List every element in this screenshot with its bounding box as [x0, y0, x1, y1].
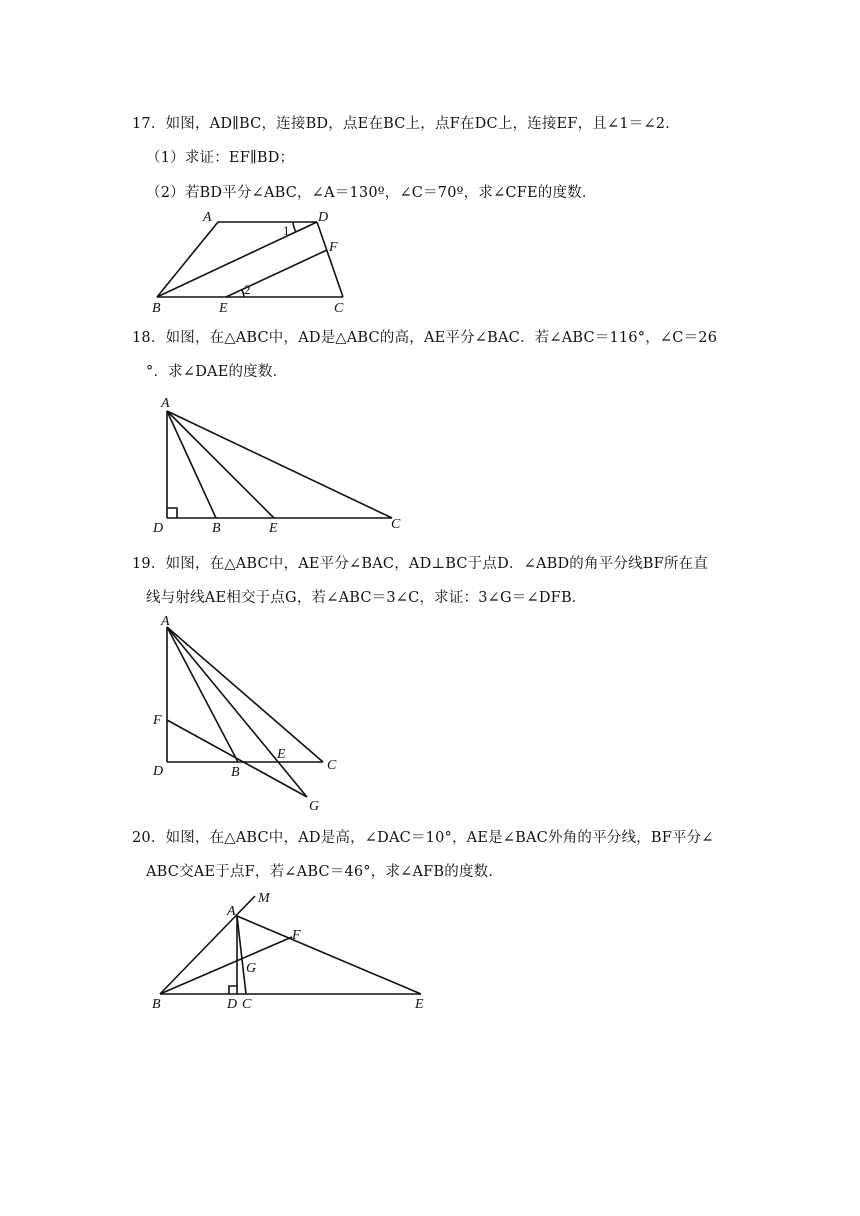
fig19-label-E: E: [277, 747, 286, 762]
fig19-label-D: D: [153, 764, 164, 779]
fig20-segment-AE: [237, 916, 421, 994]
problem-18-stem-line-2: °．求∠DAE的度数．: [146, 364, 288, 380]
fig19-label-B: B: [231, 765, 240, 780]
problem-20-stem-line-2: ABC交AE于点F，若∠ABC＝46°，求∠AFB的度数．: [146, 864, 504, 880]
fig17-angle-1-label: 1: [283, 223, 290, 238]
fig20-label-D: D: [227, 997, 238, 1012]
fig20-label-F: F: [292, 928, 301, 943]
fig17-label-C: C: [334, 301, 344, 316]
problem-20-number: 20．: [132, 830, 166, 846]
fig20-label-G: G: [246, 961, 257, 976]
fig20-label-E: E: [415, 997, 424, 1012]
problem-18-number: 18．: [132, 330, 166, 346]
fig18-label-A: A: [161, 396, 170, 411]
fig19-label-C: C: [327, 758, 337, 773]
problem-19-stem-line-2: 线与射线AE相交于点G，若∠ABC＝3∠C，求证：3∠G＝∠DFB．: [146, 590, 587, 606]
problem-19-text-1: 如图，在△ABC中，AE平分∠BAC，AD⊥BC于点D．∠ABD的角平分线BF所在直: [165, 556, 709, 572]
fig19-label-G: G: [309, 799, 320, 814]
fig20-right-angle-mark: [229, 986, 237, 994]
fig17-label-D: D: [318, 210, 329, 225]
fig17-label-E: E: [219, 301, 228, 316]
fig19-label-F: F: [153, 713, 162, 728]
problem-17-part-2: （2）若BD平分∠ABC，∠A＝130º，∠C＝70º，求∠CFE的度数．: [146, 185, 597, 201]
fig18-label-D: D: [153, 521, 164, 536]
problem-18-text-1: 如图，在△ABC中，AD是△ABC的高，AE平分∠BAC．若∠ABC＝116°，∠C＝26: [165, 330, 718, 346]
fig18-label-B: B: [212, 521, 221, 536]
fig17-angle-2-label: 2: [244, 282, 251, 297]
problem-17-text: 如图，AD∥BC，连接BD，点E在BC上，点F在DC上，连接EF，且∠1＝∠2．: [165, 116, 680, 132]
fig20-label-A: A: [227, 904, 236, 919]
fig20-segment-AC: [237, 916, 246, 994]
problem-17-number: 17．: [132, 116, 166, 132]
problem-19-number: 19．: [132, 556, 166, 572]
fig20-label-M: M: [258, 891, 270, 906]
fig20-label-B: B: [152, 997, 161, 1012]
problem-17-part-1: （1）求证：EF∥BD；: [146, 150, 295, 166]
fig17-label-B: B: [152, 301, 161, 316]
fig18-label-E: E: [269, 521, 278, 536]
problem-20-text-1: 如图，在△ABC中，AD是高，∠DAC＝10°，AE是∠BAC外角的平分线，BF平分∠: [165, 830, 714, 846]
fig20-label-C: C: [242, 997, 252, 1012]
fig19-label-A: A: [161, 614, 170, 629]
fig17-label-A: A: [203, 210, 212, 225]
fig20-segment-BF: [160, 937, 292, 994]
fig18-label-C: C: [391, 517, 401, 532]
fig17-label-F: F: [329, 240, 338, 255]
